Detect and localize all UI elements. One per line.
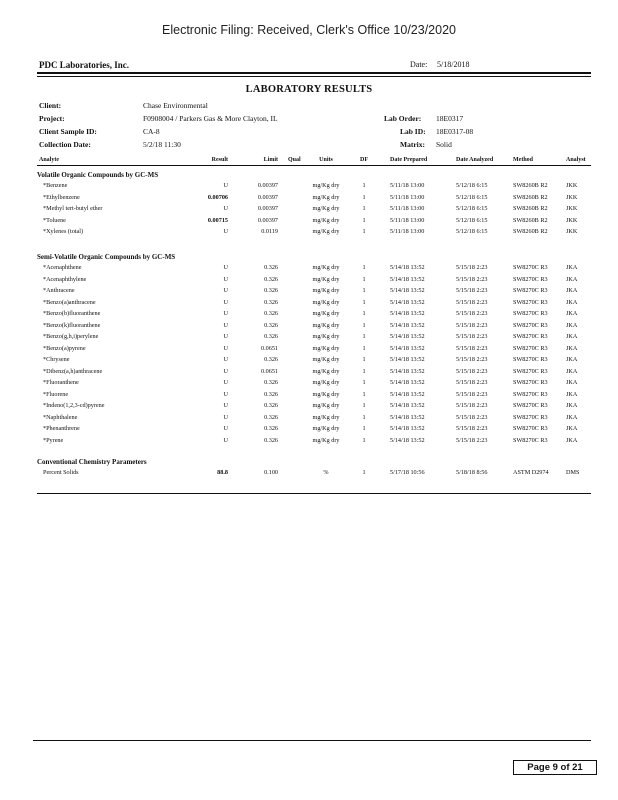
cell-date-prepared: 5/14/18 13:52: [390, 367, 425, 375]
cell-limit: 0.326: [264, 413, 278, 421]
cell-units: mg/Kg dry: [312, 436, 340, 444]
cell-date-analyzed: 5/15/18 2:23: [456, 425, 488, 432]
cell-method: SW8270C R3: [513, 298, 548, 306]
column-header-units: Units: [319, 157, 333, 163]
cell-analyst: JKA: [566, 321, 578, 329]
cell-analyst: JKA: [566, 356, 578, 363]
cell-units: mg/Kg dry: [312, 413, 340, 421]
cell-df: 1: [362, 275, 366, 283]
cell-analyst: JKA: [566, 379, 578, 386]
lab-order-label: Lab Order:: [384, 114, 422, 123]
cell-result: U: [223, 413, 228, 421]
cell-limit: 0.326: [264, 402, 278, 409]
cell-analyst: JKA: [566, 287, 578, 294]
cell-units: mg/Kg dry: [312, 228, 340, 235]
section-title: Semi-Volatile Organic Compounds by GC-MS: [37, 253, 176, 261]
cell-df: 1: [362, 193, 366, 201]
cell-analyte: *Methyl tert-butyl ether: [43, 205, 103, 212]
cell-units: mg/Kg dry: [312, 182, 340, 189]
matrix-label: Matrix:: [400, 140, 425, 149]
cell-df: 1: [362, 425, 366, 432]
cell-units: mg/Kg dry: [312, 390, 340, 398]
project-label: Project:: [39, 114, 65, 123]
cell-units: mg/Kg dry: [312, 333, 340, 340]
cell-analyte: *Fluoranthene: [43, 379, 79, 386]
cell-date-analyzed: 5/12/18 6:15: [456, 216, 488, 224]
cell-analyst: JKK: [566, 193, 578, 201]
cell-date-analyzed: 5/12/18 6:15: [456, 193, 488, 201]
cell-units: mg/Kg dry: [312, 425, 340, 432]
cell-result: U: [223, 402, 228, 409]
cell-limit: 0.326: [264, 333, 278, 340]
column-header-analyte: Analyte: [39, 157, 59, 163]
section-title: Volatile Organic Compounds by GC-MS: [37, 171, 159, 179]
cell-analyte: *Benzo(g,h,i)perylene: [43, 333, 99, 340]
header-rule-top: [37, 72, 591, 74]
cell-df: 1: [362, 264, 366, 271]
cell-analyst: JKA: [566, 367, 578, 375]
collection-date-value: 5/2/18 11:30: [143, 140, 181, 149]
cell-df: 1: [362, 413, 366, 421]
cell-limit: 0.326: [264, 264, 278, 271]
cell-method: SW8260B R2: [513, 216, 548, 224]
header-rule-bottom: [37, 76, 591, 77]
column-header-qual: Qual: [288, 157, 301, 163]
cell-analyst: JKK: [566, 216, 578, 224]
cell-result: U: [223, 310, 228, 317]
cell-date-prepared: 5/14/18 13:52: [390, 333, 425, 340]
cell-date-prepared: 5/14/18 13:52: [390, 390, 425, 398]
lab-name: PDC Laboratories, Inc.: [39, 60, 129, 70]
cell-result: U: [223, 356, 228, 363]
client-label: Client:: [39, 101, 62, 110]
cell-date-analyzed: 5/15/18 2:23: [456, 390, 488, 398]
cell-method: SW8270C R3: [513, 275, 548, 283]
cell-limit: 0.100: [264, 469, 278, 476]
cell-limit: 0.0651: [260, 344, 278, 352]
client-value: Chase Environmental: [143, 101, 208, 110]
cell-method: SW8270C R3: [513, 436, 548, 444]
cell-method: SW8270C R3: [513, 310, 548, 317]
cell-df: 1: [362, 379, 366, 386]
cell-date-analyzed: 5/18/18 8:56: [456, 469, 488, 476]
cell-analyte: *Xylenes (total): [43, 228, 84, 235]
cell-df: 1: [362, 344, 366, 352]
cell-date-analyzed: 5/15/18 2:23: [456, 298, 488, 306]
cell-units: mg/Kg dry: [312, 205, 340, 212]
cell-method: SW8270C R3: [513, 356, 548, 363]
cell-units: mg/Kg dry: [312, 287, 340, 294]
cell-units: mg/Kg dry: [312, 367, 340, 375]
cell-date-analyzed: 5/15/18 2:23: [456, 379, 488, 386]
cell-date-prepared: 5/14/18 13:52: [390, 379, 425, 386]
cell-analyte: *Toluene: [43, 216, 66, 224]
cell-df: 1: [362, 216, 366, 224]
lab-id-value: 18E0317-08: [436, 127, 474, 136]
cell-df: 1: [362, 228, 366, 235]
cell-df: 1: [362, 205, 366, 212]
cell-method: SW8260B R2: [513, 193, 548, 201]
cell-df: 1: [362, 402, 366, 409]
cell-analyst: JKA: [566, 298, 578, 306]
cell-limit: 0.326: [264, 287, 278, 294]
cell-limit: 0.326: [264, 275, 278, 283]
cell-date-prepared: 5/11/18 13:00: [390, 216, 425, 224]
cell-method: SW8260B R2: [513, 228, 548, 235]
cell-analyst: JKA: [566, 390, 578, 398]
cell-date-analyzed: 5/12/18 6:15: [456, 182, 488, 189]
cell-analyst: DMS: [566, 469, 580, 476]
cell-limit: 0.326: [264, 379, 278, 386]
cell-df: 1: [362, 182, 366, 189]
cell-analyte: *Naphthalene: [43, 413, 78, 421]
cell-result: U: [223, 205, 228, 212]
cell-date-prepared: 5/14/18 13:52: [390, 264, 425, 271]
column-header-method: Method: [513, 157, 533, 163]
cell-date-prepared: 5/14/18 13:52: [390, 402, 425, 409]
lab-id-label: Lab ID:: [400, 127, 426, 136]
cell-limit: 0.00397: [257, 216, 278, 224]
cell-result: U: [223, 344, 228, 352]
cell-analyte: Percent Solids: [43, 469, 79, 476]
cell-analyte: *Benzo(k)fluoranthene: [43, 321, 101, 329]
cell-date-analyzed: 5/15/18 2:23: [456, 264, 488, 271]
cell-result: U: [223, 379, 228, 386]
cell-analyst: JKA: [566, 264, 578, 271]
cell-units: %: [323, 469, 329, 476]
cell-analyte: *Acenaphthene: [43, 264, 82, 271]
cell-result: U: [223, 333, 228, 340]
cell-limit: 0.326: [264, 298, 278, 306]
cell-date-analyzed: 5/15/18 2:23: [456, 275, 488, 283]
cell-df: 1: [362, 390, 366, 398]
cell-df: 1: [362, 287, 366, 294]
cell-df: 1: [362, 333, 366, 340]
cell-date-prepared: 5/11/18 13:00: [390, 182, 425, 189]
lab-order-value: 18E0317: [436, 114, 464, 123]
cell-method: SW8270C R3: [513, 390, 548, 398]
cell-method: SW8270C R3: [513, 379, 548, 386]
cell-result: U: [223, 321, 228, 329]
cell-method: SW8260B R2: [513, 205, 548, 212]
cell-df: 1: [362, 436, 366, 444]
cell-date-analyzed: 5/15/18 2:23: [456, 356, 488, 363]
column-header-result: Result: [211, 157, 228, 163]
cell-result: U: [223, 298, 228, 306]
cell-analyte: *Anthracene: [43, 287, 75, 294]
cell-method: SW8270C R3: [513, 413, 548, 421]
cell-date-analyzed: 5/15/18 2:23: [456, 310, 488, 317]
cell-result: U: [223, 264, 228, 271]
page-number: Page 9 of 21: [513, 760, 597, 775]
cell-df: 1: [362, 298, 366, 306]
cell-analyte: *Ethylbenzene: [43, 193, 80, 201]
cell-df: 1: [362, 356, 366, 363]
cell-limit: 0.0651: [260, 367, 278, 375]
column-header-df: DF: [360, 157, 368, 163]
cell-method: SW8270C R3: [513, 402, 548, 409]
cell-limit: 0.326: [264, 436, 278, 444]
cell-date-prepared: 5/11/18 13:00: [390, 228, 425, 235]
cell-method: SW8270C R3: [513, 333, 548, 340]
cell-units: mg/Kg dry: [312, 379, 340, 386]
cell-analyte: *Indeno(1,2,3-cd)pyrene: [43, 402, 105, 409]
cell-result: 0.00715: [207, 216, 228, 224]
cell-result: U: [223, 275, 228, 283]
collection-date-label: Collection Date:: [39, 140, 91, 149]
cell-limit: 0.00397: [257, 205, 278, 212]
cell-date-analyzed: 5/15/18 2:23: [456, 287, 488, 294]
cell-df: 1: [362, 367, 366, 375]
cell-limit: 0.326: [264, 425, 278, 432]
client-sample-id-value: CA-8: [143, 127, 160, 136]
cell-units: mg/Kg dry: [312, 310, 340, 317]
cell-analyte: *Phenanthrene: [43, 425, 80, 432]
cell-units: mg/Kg dry: [312, 321, 340, 329]
cell-analyst: JKA: [566, 333, 578, 340]
cell-analyst: JKK: [566, 205, 578, 212]
cell-result: U: [223, 228, 228, 235]
cell-units: mg/Kg dry: [312, 275, 340, 283]
cell-result: U: [223, 390, 228, 398]
cell-analyte: *Benzene: [43, 182, 68, 189]
footer-rule: [33, 740, 591, 741]
cell-method: SW8270C R3: [513, 264, 548, 271]
cell-analyst: JKA: [566, 436, 578, 444]
cell-date-analyzed: 5/15/18 2:23: [456, 333, 488, 340]
cell-result: U: [223, 425, 228, 432]
cell-limit: 0.326: [264, 310, 278, 317]
cell-analyst: JKA: [566, 310, 578, 317]
cell-result: 88.8: [217, 469, 228, 476]
cell-analyte: *Chrysene: [43, 356, 70, 363]
cell-date-prepared: 5/11/18 13:00: [390, 205, 425, 212]
cell-units: mg/Kg dry: [312, 264, 340, 271]
cell-analyte: *Fluorene: [43, 390, 69, 398]
cell-analyst: JKA: [566, 425, 578, 432]
cell-date-analyzed: 5/12/18 6:15: [456, 205, 488, 212]
cell-result: U: [223, 182, 228, 189]
cell-df: 1: [362, 321, 366, 329]
column-header-rule: [37, 165, 591, 166]
cell-analyst: JKK: [566, 182, 578, 189]
cell-date-prepared: 5/14/18 13:52: [390, 436, 425, 444]
cell-date-analyzed: 5/15/18 2:23: [456, 367, 488, 375]
cell-analyst: JKA: [566, 344, 578, 352]
cell-limit: 0.326: [264, 390, 278, 398]
cell-analyst: JKK: [566, 228, 578, 235]
column-header-limit: Limit: [263, 157, 278, 163]
cell-date-prepared: 5/14/18 13:52: [390, 413, 425, 421]
cell-units: mg/Kg dry: [312, 344, 340, 352]
cell-method: SW8270C R3: [513, 425, 548, 432]
cell-date-prepared: 5/14/18 13:52: [390, 356, 425, 363]
cell-date-prepared: 5/14/18 13:52: [390, 344, 425, 352]
cell-analyst: JKA: [566, 275, 578, 283]
date-label: Date:: [410, 60, 428, 69]
cell-limit: 0.0119: [261, 228, 278, 235]
cell-df: 1: [362, 310, 366, 317]
cell-method: SW8270C R3: [513, 321, 548, 329]
cell-date-analyzed: 5/12/18 6:15: [456, 228, 488, 235]
cell-date-prepared: 5/14/18 13:52: [390, 425, 425, 432]
cell-date-prepared: 5/14/18 13:52: [390, 310, 425, 317]
cell-result: U: [223, 367, 228, 375]
cell-analyst: JKA: [566, 402, 578, 409]
cell-date-prepared: 5/14/18 13:52: [390, 321, 425, 329]
cell-date-analyzed: 5/15/18 2:23: [456, 344, 488, 352]
cell-analyte: *Acenaphthylene: [43, 275, 87, 283]
cell-result: 0.00706: [207, 193, 228, 201]
cell-analyte: *Benzo(b)fluoranthene: [43, 310, 101, 317]
column-header-date-analyzed: Date Analyzed: [456, 157, 494, 163]
matrix-value: Solid: [436, 140, 452, 149]
cell-units: mg/Kg dry: [312, 356, 340, 363]
cell-date-prepared: 5/14/18 13:52: [390, 298, 425, 306]
cell-units: mg/Kg dry: [312, 402, 340, 409]
cell-analyst: JKA: [566, 413, 578, 421]
cell-date-prepared: 5/11/18 13:00: [390, 193, 425, 201]
cell-analyte: *Benzo(a)pyrene: [43, 344, 86, 352]
cell-df: 1: [362, 469, 366, 476]
cell-units: mg/Kg dry: [312, 216, 340, 224]
cell-date-analyzed: 5/15/18 2:23: [456, 413, 488, 421]
cell-date-analyzed: 5/15/18 2:23: [456, 436, 488, 444]
section-title: Conventional Chemistry Parameters: [37, 458, 147, 466]
cell-date-analyzed: 5/15/18 2:23: [456, 402, 488, 409]
cell-units: mg/Kg dry: [312, 193, 340, 201]
cell-date-analyzed: 5/15/18 2:23: [456, 321, 488, 329]
cell-analyte: *Pyrene: [43, 436, 64, 444]
cell-units: mg/Kg dry: [312, 298, 340, 306]
cell-method: SW8270C R3: [513, 344, 548, 352]
cell-limit: 0.00397: [257, 193, 278, 201]
cell-limit: 0.00397: [257, 182, 278, 189]
cell-method: ASTM D2974: [513, 469, 549, 476]
cell-limit: 0.326: [264, 321, 278, 329]
client-sample-id-label: Client Sample ID:: [39, 127, 97, 136]
cell-method: SW8270C R3: [513, 287, 548, 294]
cell-date-prepared: 5/14/18 13:52: [390, 287, 425, 294]
cell-analyte: *Benzo(a)anthracene: [43, 298, 96, 306]
cell-date-prepared: 5/14/18 13:52: [390, 275, 425, 283]
project-value: F0908004 / Parkers Gas & More Clayton, IL: [143, 114, 278, 123]
date-value: 5/18/2018: [437, 60, 470, 69]
table-end-rule: [37, 493, 591, 494]
column-header-analyst: Analyst: [566, 157, 586, 163]
cell-result: U: [223, 287, 228, 294]
cell-method: SW8270C R3: [513, 367, 548, 375]
cell-method: SW8260B R2: [513, 182, 548, 189]
cell-analyte: *Dibenz(a,h)anthracene: [43, 367, 103, 375]
cell-result: U: [223, 436, 228, 444]
cell-date-prepared: 5/17/18 10:56: [390, 469, 425, 476]
report-title: LABORATORY RESULTS: [245, 84, 373, 95]
cell-limit: 0.326: [264, 356, 278, 363]
column-header-date-prepared: Date Prepared: [390, 157, 428, 163]
filing-stamp: Electronic Filing: Received, Clerk's Office 10/23/2020: [162, 23, 456, 37]
